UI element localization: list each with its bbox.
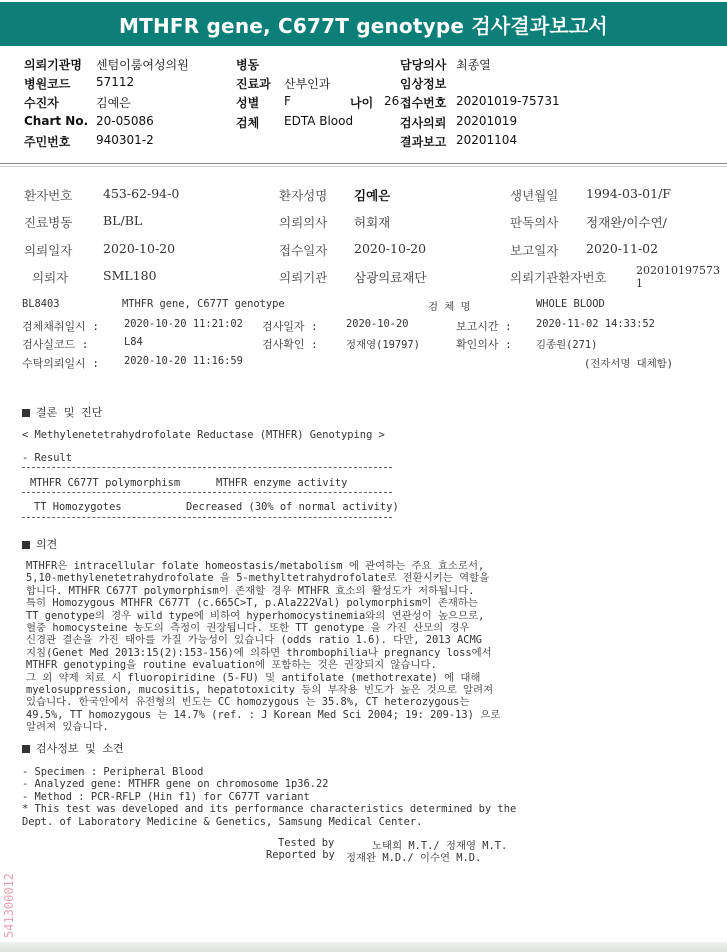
form-value: 202010197573 bbox=[636, 264, 720, 277]
section-heading-testinfo bbox=[22, 740, 124, 756]
test-label: 확인의사 : bbox=[456, 338, 512, 351]
report-title: MTHFR gene, C677T genotype 검사결과보고서 bbox=[0, 2, 727, 46]
header-value: 산부인과 bbox=[284, 77, 331, 91]
header-divider bbox=[0, 163, 727, 164]
test-value: L84 bbox=[124, 336, 143, 348]
header-label: Chart No. bbox=[24, 114, 89, 128]
signature-note: (전자서명 대체함) bbox=[584, 358, 674, 370]
tested-by-label: Tested by bbox=[278, 837, 335, 849]
form-label: 생년월일 bbox=[510, 188, 559, 203]
header-label: 담당의사 bbox=[400, 58, 447, 72]
opinion-line: 지침(Genet Med 2013:15(2):153-156)에 의하면 thrombophilia나 pregnancy loss에서 bbox=[26, 646, 492, 659]
opinion-line: 합니다. MTHFR C677T polymorphism이 존재할 경우 MTHFR 효소의 활성도가 저하됩니다. bbox=[26, 584, 475, 597]
specimen-value: WHOLE BLOOD bbox=[536, 298, 605, 310]
section-heading-text: 검사정보 및 소견 bbox=[36, 742, 124, 755]
form-label: 진료병동 bbox=[24, 215, 73, 230]
result-col-a: MTHFR C677T polymorphism bbox=[30, 477, 181, 489]
form-value: 1994-03-01/F bbox=[586, 186, 671, 201]
form-label: 환자성명 bbox=[279, 188, 328, 203]
header-value: 최종열 bbox=[456, 58, 491, 72]
testinfo-text bbox=[22, 766, 712, 828]
header-value: 57112 bbox=[96, 75, 135, 89]
form-value: 삼광의료재단 bbox=[354, 270, 427, 285]
form-value-cont: 1 bbox=[636, 277, 643, 290]
test-label: 검사일자 : bbox=[262, 320, 318, 333]
header-label: 결과보고 bbox=[400, 135, 447, 149]
square-bullet-icon bbox=[22, 745, 30, 753]
tested-by-value: 노태희 M.T./ 정재영 M.T. bbox=[372, 840, 508, 852]
specimen-label: 검 체 명 bbox=[428, 301, 471, 313]
form-row bbox=[0, 213, 727, 235]
header-label: 수진자 bbox=[24, 96, 59, 110]
header-value: EDTA Blood bbox=[284, 114, 354, 128]
header-label: 의뢰기관명 bbox=[24, 58, 82, 72]
form-label: 환자번호 bbox=[24, 188, 73, 203]
form-value: 453-62-94-0 bbox=[103, 186, 180, 201]
form-label: 의뢰기관 bbox=[279, 270, 328, 285]
table-separator bbox=[22, 467, 392, 468]
opinion-line: MTHFR genotyping을 routine evaluation에 포함하는 것은 권장되지 않습니다. bbox=[26, 659, 437, 672]
header-value: 센텀이룸여성의원 bbox=[96, 58, 189, 72]
test-value: 2020-10-20 bbox=[346, 318, 409, 330]
opinion-line: 49.5%, TT homozygous 는 14.7% (ref. : J Korean Med Sci 2004; 19: 209-13) 으로 bbox=[26, 708, 501, 721]
header-value: F bbox=[284, 94, 291, 108]
opinion-line: 그 외 약제 치료 시 fluoropiridine (5-FU) 및 antifolate (methotrexate) 에 대해 bbox=[26, 671, 481, 684]
header-value: 20-05086 bbox=[96, 114, 154, 128]
form-row bbox=[0, 186, 727, 208]
test-value: 2020-11-02 14:33:52 bbox=[536, 318, 655, 330]
header-info bbox=[24, 54, 714, 154]
form-label: 판독의사 bbox=[510, 215, 559, 230]
opinion-line: 5,10-methylenetetrahydrofolate 을 5-methyltetrahydrofolate로 전환시키는 역할을 bbox=[26, 572, 490, 585]
header-label: 주민번호 bbox=[24, 135, 71, 149]
header-label: 병동 bbox=[236, 58, 260, 72]
testinfo-line: - Specimen : Peripheral Blood bbox=[22, 766, 204, 778]
opinion-line: MTHFR은 intracellular folate homeostasis/metabolism 에 관여하는 주요 효소로서, bbox=[26, 560, 485, 572]
test-label: 검체채취일시 : bbox=[22, 320, 100, 333]
opinion-text bbox=[26, 560, 716, 734]
header-label: 검체 bbox=[236, 116, 260, 130]
form-label: 의뢰기관환자번호 bbox=[510, 270, 607, 285]
test-value: 김종원(271) bbox=[536, 339, 598, 351]
opinion-line: myelosuppression, mucositis, hepatotoxicity 등의 부작용 빈도가 높은 것으로 알려져 bbox=[26, 684, 494, 697]
test-label: 보고시간 : bbox=[456, 320, 512, 333]
result-col-b: MTHFR enzyme activity bbox=[216, 477, 348, 489]
opinion-line: 알려져 있습니다. bbox=[26, 721, 109, 734]
form-value: 2020-10-20 bbox=[103, 241, 176, 256]
form-label: 보고일자 bbox=[510, 243, 559, 258]
form-value: 2020-11-02 bbox=[586, 241, 659, 256]
section-heading-opinion bbox=[22, 536, 57, 552]
test-value: 정재영(19797) bbox=[346, 339, 420, 351]
header-value: 20201019 bbox=[456, 114, 518, 128]
testinfo-line: * This test was developed and its performance characteristics determined by the bbox=[22, 803, 517, 816]
form-row bbox=[0, 241, 727, 263]
test-code: BL8403 bbox=[22, 298, 60, 310]
page-bottom-edge bbox=[0, 942, 727, 952]
testinfo-line: Dept. of Laboratory Medicine & Genetics, Samsung Medical Center. bbox=[22, 815, 423, 828]
age-value: 26 bbox=[384, 94, 400, 108]
table-separator bbox=[22, 517, 392, 518]
age-label: 나이 bbox=[350, 96, 374, 110]
testinfo-line: - Analyzed gene: MTHFR gene on chromosome 1p36.22 bbox=[22, 778, 329, 791]
form-value: BL/BL bbox=[103, 213, 143, 228]
section-heading-text: 의견 bbox=[36, 538, 58, 551]
form-value: 허회재 bbox=[354, 215, 391, 230]
square-bullet-icon bbox=[22, 541, 30, 549]
form-label: 의뢰일자 bbox=[24, 243, 73, 258]
side-serial-text: 541300012 bbox=[2, 872, 16, 938]
form-value: SML180 bbox=[103, 268, 157, 283]
side-serial-number bbox=[0, 850, 20, 940]
header-label: 성별 bbox=[236, 96, 260, 110]
test-name: MTHFR gene, C677T genotype bbox=[122, 298, 285, 310]
form-row bbox=[0, 264, 727, 290]
reported-by-value: 정재완 M.D./ 이수연 M.D. bbox=[346, 852, 482, 864]
opinion-line: 신경관 결손을 가진 태아를 가질 가능성이 있습니다 (odds ratio 1.6). 다만, 2013 ACMG bbox=[26, 634, 483, 647]
test-value: 2020-10-20 11:21:02 bbox=[124, 318, 243, 330]
header-label: 접수번호 bbox=[400, 96, 447, 110]
header-label: 진료과 bbox=[236, 77, 271, 91]
square-bullet-icon bbox=[22, 409, 30, 417]
opinion-line: TT genotype의 경우 wild type에 비하여 hyperhomocystinemia와의 연관성이 높으므로, bbox=[26, 609, 485, 622]
result-label: - Result bbox=[22, 452, 73, 464]
result-val-b: Decreased (30% of normal activity) bbox=[186, 501, 399, 513]
opinion-line: 있습니다. 한국인에서 유전형의 빈도는 CC homozygous 는 35.8%, CT heterozygous는 bbox=[26, 696, 470, 709]
form-label: 접수일자 bbox=[279, 243, 328, 258]
form-value: 김예은 bbox=[354, 188, 391, 203]
header-value: 김예은 bbox=[96, 96, 131, 110]
header-value: 20201104 bbox=[456, 133, 518, 147]
reported-by-label: Reported by bbox=[266, 849, 335, 861]
header-divider-shadow bbox=[0, 166, 727, 167]
table-separator bbox=[22, 492, 392, 493]
test-label: 검사실코드 : bbox=[22, 338, 89, 351]
form-label: 의뢰의사 bbox=[279, 215, 328, 230]
form-value: 정재완/이수연/ bbox=[586, 215, 667, 230]
opinion-line: 혈중 homocysteine 농도의 측정이 권장됩니다. 또한 TT genotype 을 가진 산모의 경우 bbox=[26, 622, 470, 635]
form-label: 의뢰자 bbox=[32, 270, 69, 285]
test-value: 2020-10-20 11:16:59 bbox=[124, 355, 243, 367]
test-label: 검사확인 : bbox=[262, 338, 318, 351]
header-label: 임상정보 bbox=[400, 77, 447, 91]
result-val-a: TT Homozygotes bbox=[34, 501, 122, 513]
header-label: 검사의뢰 bbox=[400, 116, 447, 130]
form-value: 2020-10-20 bbox=[354, 241, 427, 256]
testinfo-line: - Method : PCR-RFLP (Hin f1) for C677T variant bbox=[22, 790, 310, 803]
test-label: 수탁의뢰일시 : bbox=[22, 357, 100, 370]
section-heading-conclusion bbox=[22, 404, 102, 420]
header-value: 20201019-75731 bbox=[456, 94, 560, 108]
section-heading-text: 결론 및 진단 bbox=[36, 406, 103, 419]
conclusion-subtitle: < Methylenetetrahydrofolate Reductase (MTHFR) Genotyping > bbox=[22, 429, 385, 441]
header-label: 병원코드 bbox=[24, 77, 71, 91]
header-value: 940301-2 bbox=[96, 133, 154, 147]
opinion-line: 특히 Homozygous MTHFR C677T (c.665C>T, p.Ala222Val) polymorphism이 존재하는 bbox=[26, 597, 478, 610]
